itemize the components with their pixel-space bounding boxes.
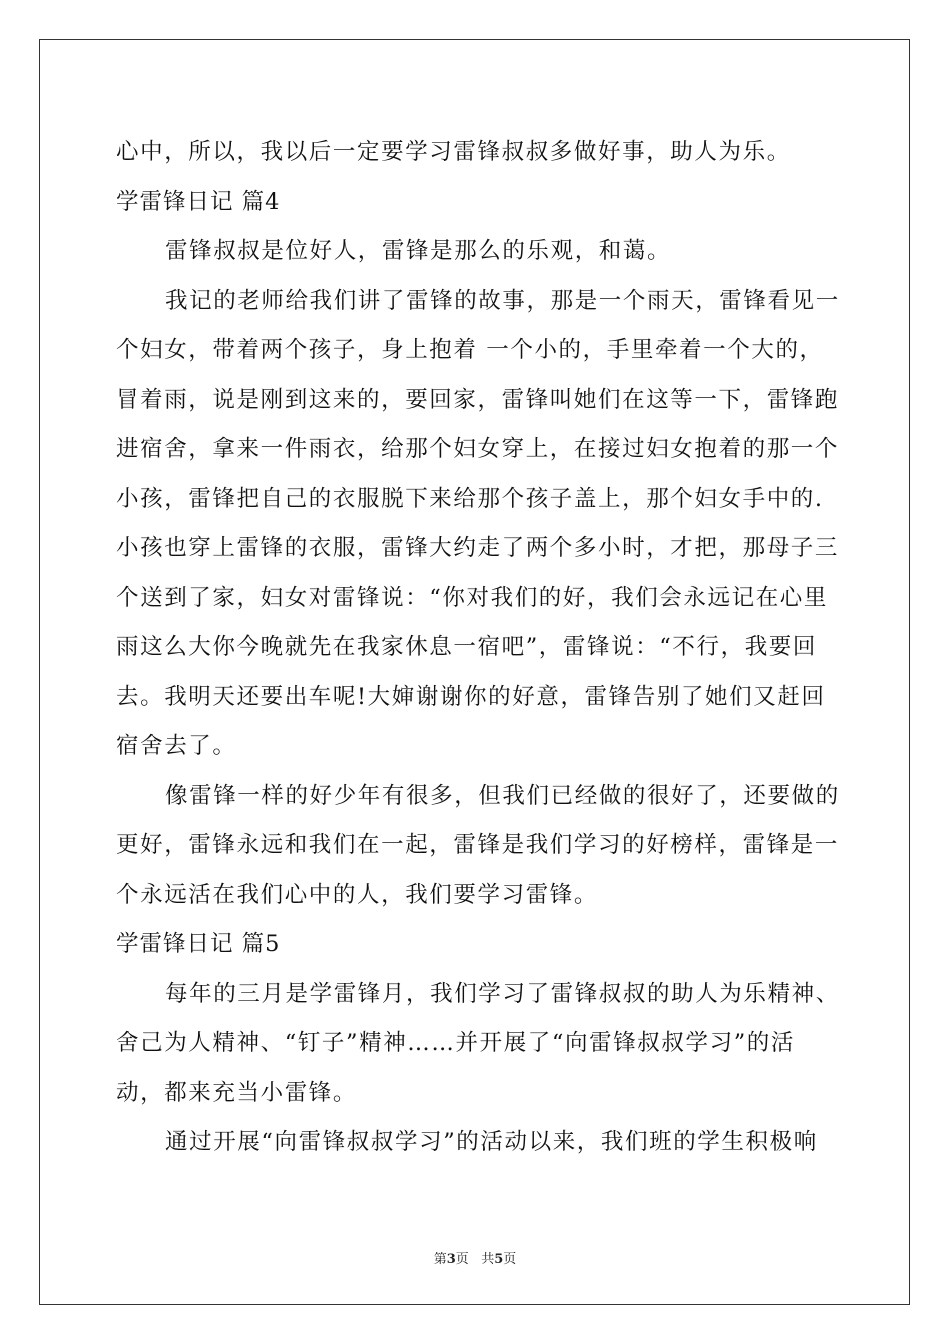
text-line: 动，都来充当小雷锋。 bbox=[116, 1079, 358, 1106]
text-line: 雨这么大你今晚就先在我家休息一宿吧”，雷锋说：“不行，我要回 bbox=[116, 634, 818, 660]
text-line: 宿舍去了。 bbox=[116, 733, 237, 759]
footer-suffix: 页 bbox=[503, 1252, 517, 1267]
section-heading: 学雷锋日记 篇4 bbox=[116, 188, 281, 215]
text-line: 个妇女，带着两个孩子，身上抱着 一个小的，手里牵着一个大的， bbox=[116, 337, 824, 363]
text-line: 我记的老师给我们讲了雷锋的故事，那是一个雨天，雷锋看见一 bbox=[165, 287, 840, 314]
text-line: 小孩，雷锋把自己的衣服脱下来给那个孩子盖上，那个妇女手中的. bbox=[116, 485, 824, 512]
text-line: 小孩也穿上雷锋的衣服，雷锋大约走了两个多小时，才把，那母子三 bbox=[116, 535, 840, 561]
text-line: 个送到了家，妇女对雷锋说：“你对我们的好，我们会永远记在心里 bbox=[116, 584, 829, 611]
document-body bbox=[116, 128, 840, 1168]
text-line: 每年的三月是学雷锋月，我们学习了雷锋叔叔的助人为乐精神、 bbox=[165, 980, 840, 1007]
footer-prefix: 第 bbox=[433, 1252, 447, 1267]
footer-current-page: 3 bbox=[446, 1252, 456, 1267]
text-line: 像雷锋一样的好少年有很多，但我们已经做的很好了，还要做的 bbox=[165, 782, 840, 809]
text-line: 去。我明天还要出车呢!大婶谢谢你的好意，雷锋告别了她们又赶回 bbox=[116, 683, 826, 710]
text-line: 舍己为人精神、“钉子”精神……并开展了“向雷锋叔叔学习”的活 bbox=[116, 1030, 796, 1056]
page-footer bbox=[0, 1248, 950, 1267]
section-heading: 学雷锋日记 篇5 bbox=[116, 931, 281, 957]
text-line: 通过开展“向雷锋叔叔学习”的活动以来，我们班的学生积极响 bbox=[165, 1129, 818, 1155]
text-line: 雷锋叔叔是位好人，雷锋是那么的乐观，和蔼。 bbox=[165, 238, 672, 264]
text-line: 个永远活在我们心中的人，我们要学习雷锋。 bbox=[116, 881, 599, 908]
footer-total-pages: 5 bbox=[494, 1252, 504, 1267]
footer-page-word: 页 bbox=[455, 1252, 469, 1267]
footer-total-prefix: 共 bbox=[481, 1252, 495, 1267]
text-line: 心中，所以，我以后一定要学习雷锋叔叔多做好事，助人为乐。 bbox=[116, 139, 791, 165]
text-line: 更好，雷锋永远和我们在一起，雷锋是我们学习的好榜样，雷锋是一 bbox=[116, 832, 840, 858]
text-line: 进宿舍，拿来一件雨衣，给那个妇女穿上，在接过妇女抱着的那一个 bbox=[116, 436, 840, 462]
text-line: 冒着雨，说是刚到这来的，要回家，雷锋叫她们在这等一下，雷锋跑 bbox=[116, 386, 840, 413]
